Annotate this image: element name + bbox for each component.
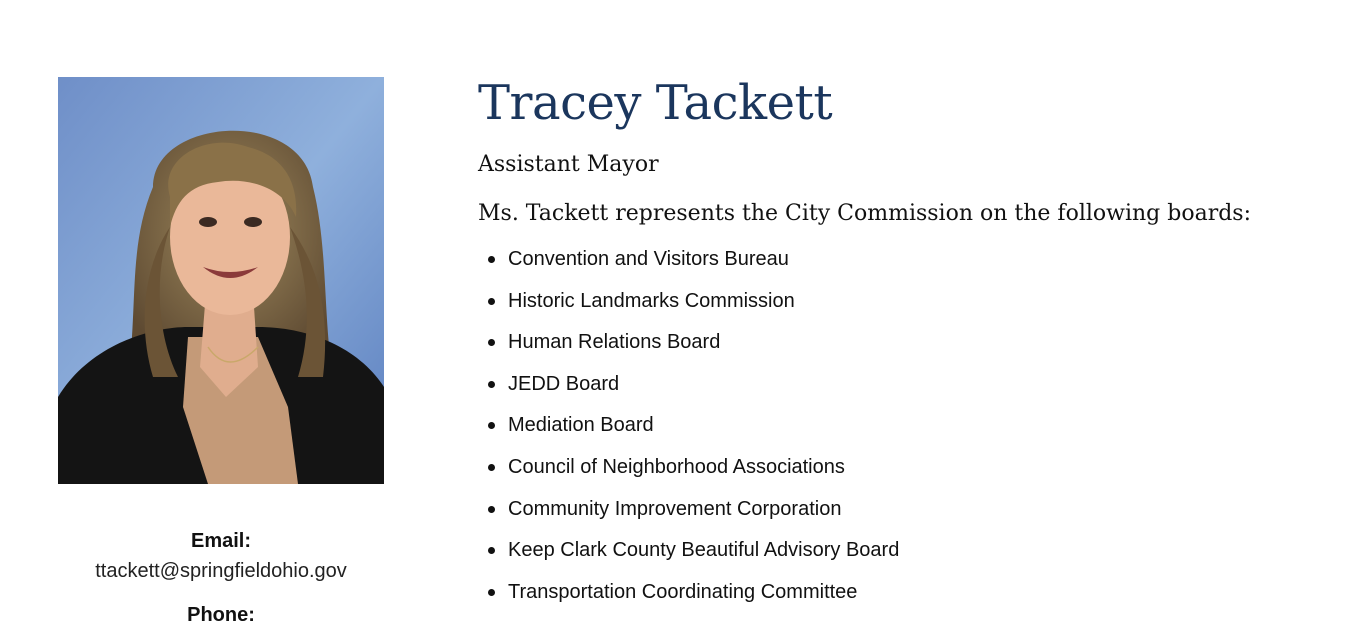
board-name: Community Improvement Corporation: [508, 497, 842, 520]
list-item: [478, 411, 1338, 439]
contact-info: [58, 526, 384, 630]
list-item: [478, 578, 1338, 606]
list-item: [478, 536, 1338, 564]
bullet-icon: [488, 547, 495, 554]
profile-content: [478, 72, 1338, 619]
boards-list: [478, 245, 1338, 606]
profile-photo: [58, 77, 384, 484]
profile-sidebar: [58, 77, 384, 630]
bullet-icon: [488, 339, 495, 346]
board-name: Mediation Board: [508, 414, 654, 437]
list-item: [478, 287, 1338, 315]
bullet-icon: [488, 464, 495, 471]
bullet-icon: [488, 422, 495, 429]
board-name: Council of Neighborhood Associations: [508, 455, 845, 478]
list-item: [478, 495, 1338, 523]
bullet-icon: [488, 506, 495, 513]
bullet-icon: [488, 256, 495, 263]
list-item: [478, 328, 1338, 356]
board-name: JEDD Board: [508, 372, 620, 395]
email-link[interactable]: ttackett@springfieldohio.gov: [95, 560, 347, 582]
list-item: [478, 245, 1338, 273]
board-name: Transportation Coordinating Committee: [508, 580, 858, 603]
list-item: [478, 370, 1338, 398]
board-name: Historic Landmarks Commission: [508, 289, 795, 312]
board-name: Human Relations Board: [508, 331, 721, 354]
board-name: Convention and Visitors Bureau: [508, 248, 789, 270]
list-item: [478, 453, 1338, 481]
phone-label: Phone:: [187, 604, 255, 626]
bullet-icon: [488, 589, 495, 596]
board-name: Keep Clark County Beautiful Advisory Board: [508, 539, 900, 562]
bullet-icon: [488, 381, 495, 388]
email-label: Email:: [190, 530, 252, 552]
official-title: Assistant Mayor: [478, 152, 659, 177]
boards-intro: Ms. Tackett represents the City Commission on the following boards:: [478, 201, 1251, 226]
bullet-icon: [488, 298, 495, 305]
page-title: Tracey Tackett: [478, 75, 833, 131]
